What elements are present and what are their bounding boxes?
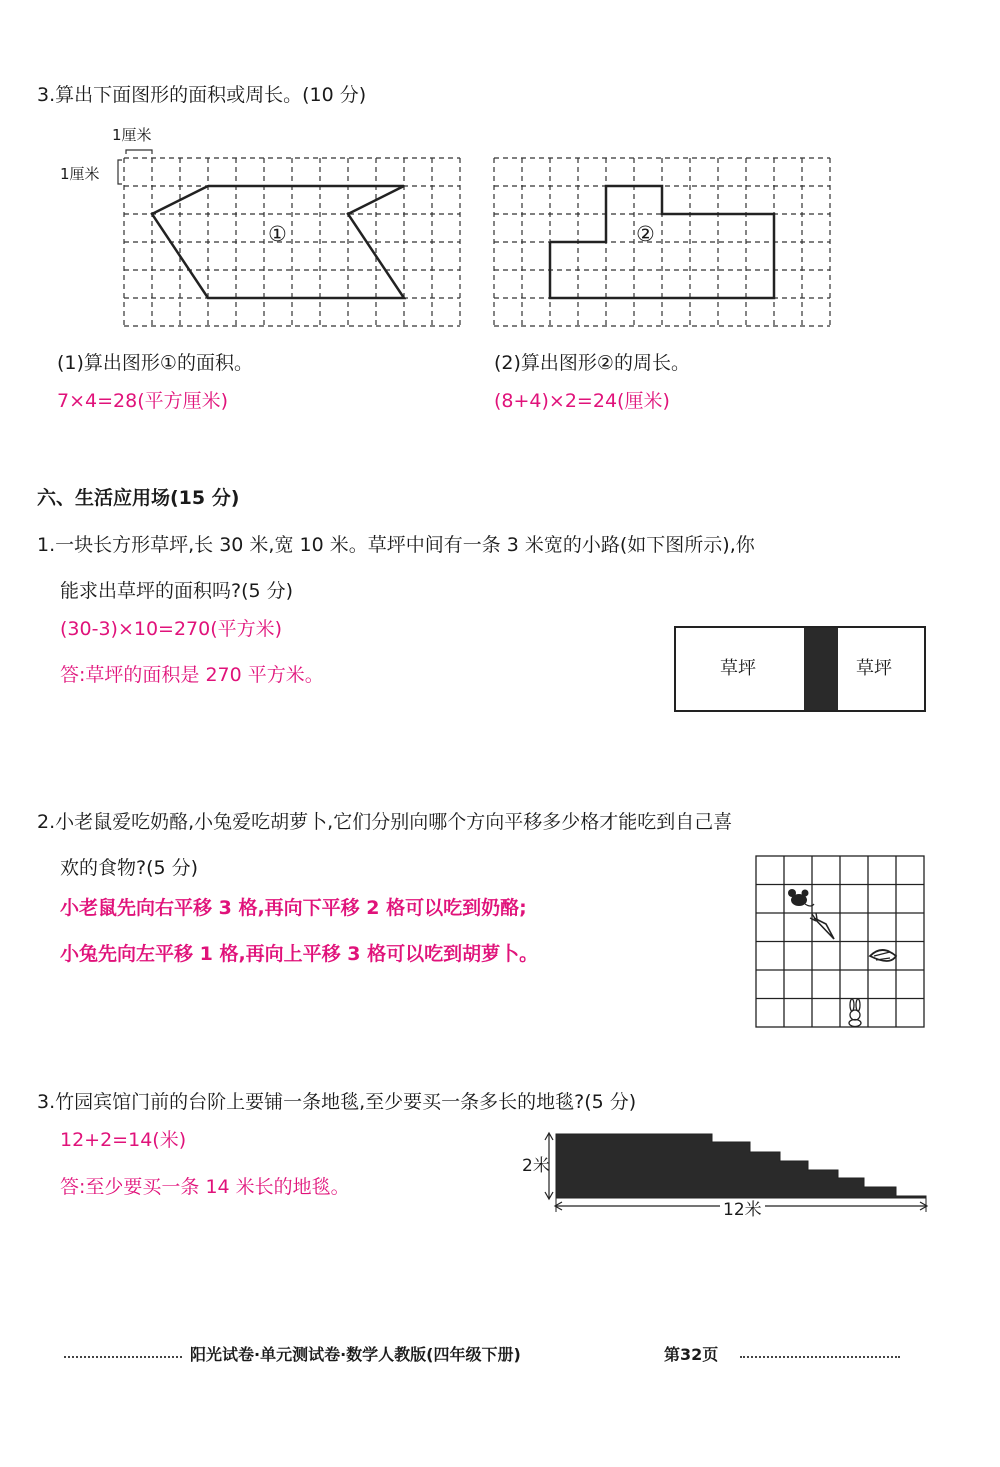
shape-2-label: ② [636, 222, 655, 246]
q2-line1: 2.小老鼠爱吃奶酪,小兔爱吃胡萝卜,它们分别向哪个方向平移多少格才能吃到自己喜 [37, 811, 733, 833]
lawn-path [804, 628, 838, 710]
unit-label-left: 1厘米 [60, 165, 100, 183]
q1-answer-text: 答:草坪的面积是 270 平方米。 [60, 664, 324, 686]
q2-line2: 欢的食物?(5 分) [60, 857, 199, 879]
cheese-icon [870, 950, 896, 961]
lawn-right-label: 草坪 [856, 658, 892, 679]
sub1-answer: 7×4=28(平方厘米) [57, 390, 229, 412]
q3-line1: 3.竹园宾馆门前的台阶上要铺一条地毯,至少要买一条多长的地毯?(5 分) [37, 1091, 637, 1113]
q2-answer2: 小兔先向左平移 1 格,再向上平移 3 格可以吃到胡萝卜。 [60, 943, 539, 965]
stairs-shape [556, 1134, 926, 1198]
footer-text: 阳光试卷·单元测试卷·数学人教版(四年级下册) [190, 1345, 521, 1364]
unit-label-top: 1厘米 [112, 126, 152, 144]
translation-grid [756, 856, 926, 1030]
carrot-icon [810, 913, 834, 939]
grid-figure-1 [124, 158, 464, 333]
section6-heading: 六、生活应用场(15 分) [37, 487, 240, 509]
stairs-height-label: 2米 [522, 1156, 550, 1176]
sub2-answer: (8+4)×2=24(厘米) [494, 390, 670, 412]
q3-answer-calc: 12+2=14(米) [60, 1129, 187, 1151]
q1-line2: 能求出草坪的面积吗?(5 分) [60, 580, 294, 602]
footer-rule-left [64, 1356, 182, 1358]
q3-title: 3.算出下面图形的面积或周长。(10 分) [37, 84, 367, 106]
lawn-left-label: 草坪 [720, 658, 756, 679]
sub2-question: (2)算出图形②的周长。 [494, 352, 690, 374]
q1-line1: 1.一块长方形草坪,长 30 米,宽 10 米。草坪中间有一条 3 米宽的小路(如下图所示),你 [37, 534, 755, 556]
rabbit-icon [849, 999, 861, 1027]
lawn-diagram [674, 626, 926, 712]
grid-figure-2 [494, 158, 834, 333]
shape-1-label: ① [268, 222, 287, 246]
footer-rule-right [740, 1356, 900, 1358]
mouse-icon [788, 889, 814, 906]
footer-page: 第32页 [664, 1345, 719, 1364]
q2-answer1: 小老鼠先向右平移 3 格,再向下平移 2 格可以吃到奶酪; [60, 897, 527, 919]
q1-answer-calc: (30-3)×10=270(平方米) [60, 618, 283, 640]
sub1-question: (1)算出图形①的面积。 [57, 352, 253, 374]
stairs-width-label: 12米 [720, 1200, 765, 1220]
q3-answer-text: 答:至少要买一条 14 米长的地毯。 [60, 1176, 350, 1198]
